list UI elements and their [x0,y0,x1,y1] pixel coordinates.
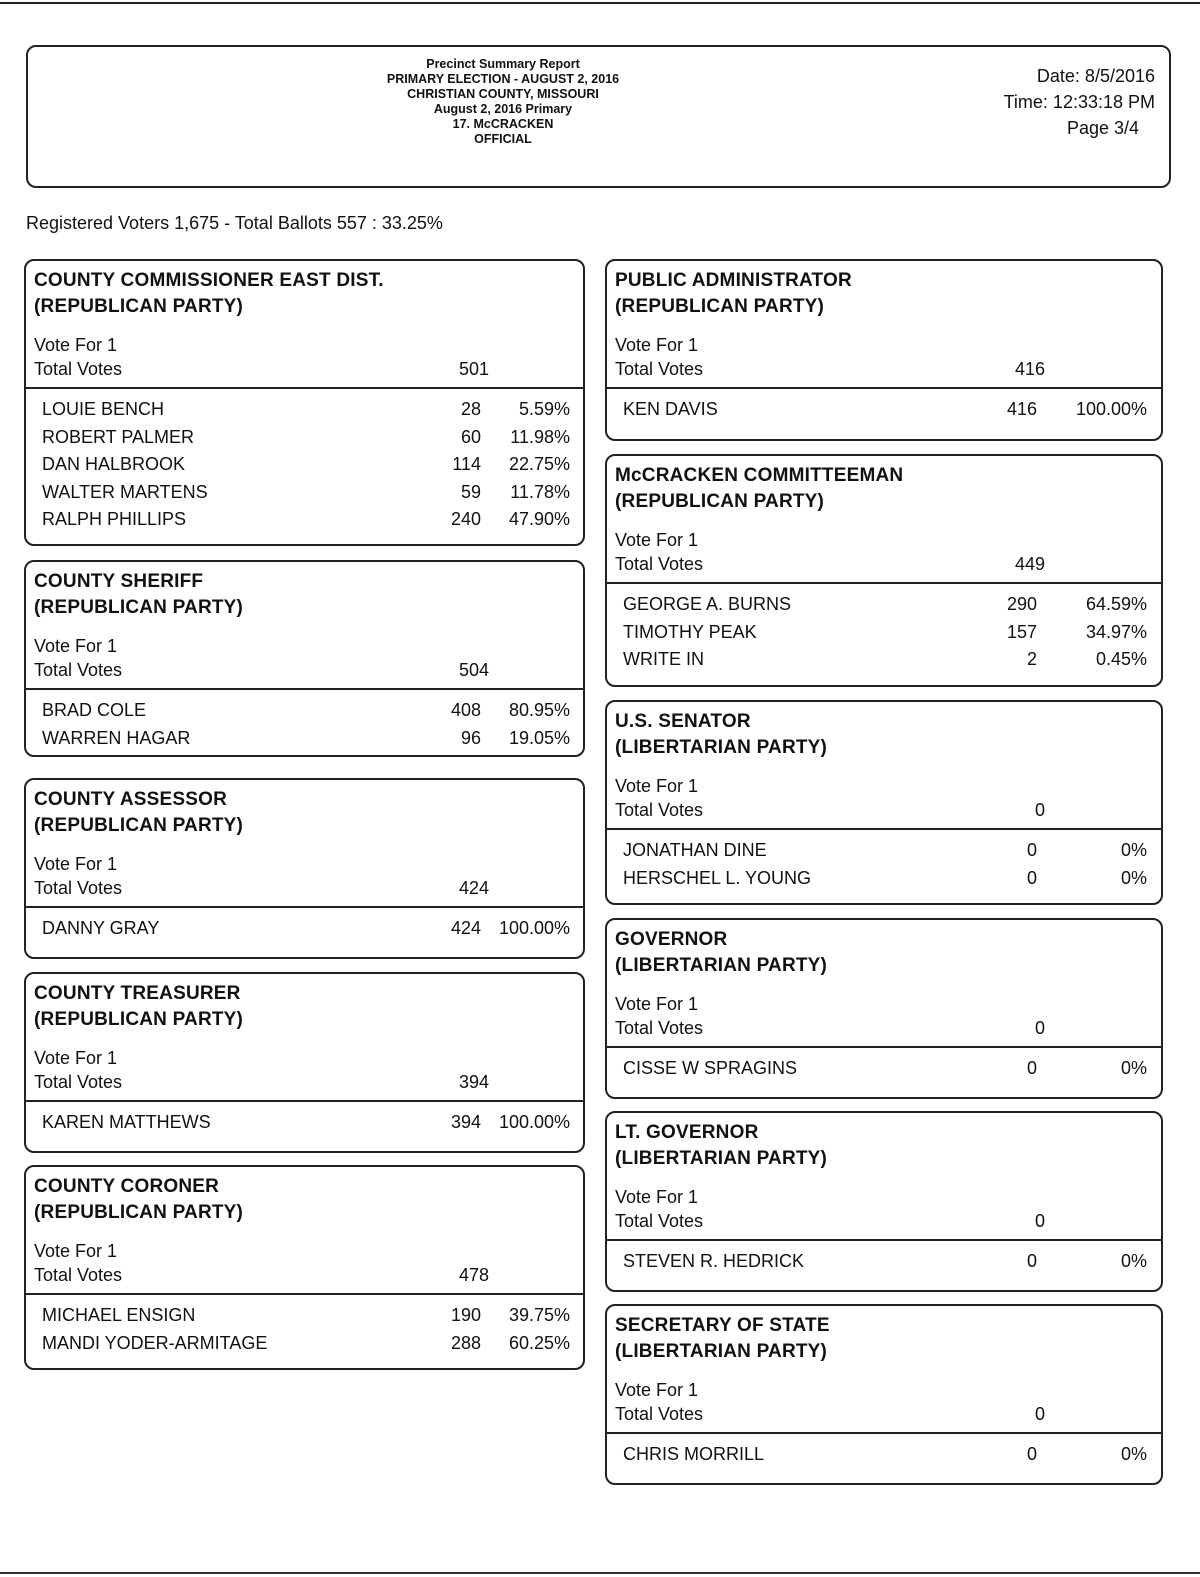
race-box [24,259,585,546]
race-title-block [607,456,1161,528]
vote-for-label: Vote For 1 [615,776,699,796]
candidate-list [607,830,1161,896]
race-title-block [26,261,583,333]
candidate-votes: 0 [1026,1444,1037,1464]
total-votes-row [34,1263,583,1287]
candidate-name: KEN DAVIS [623,399,718,419]
report-title: Precinct Summary Report [426,57,580,71]
candidate-name: MICHAEL ENSIGN [42,1305,196,1325]
candidate-list [607,584,1161,678]
candidate-row [607,1055,1161,1083]
candidate-name: ROBERT PALMER [42,426,195,447]
race-title: COUNTY COMMISSIONER EAST DIST. [34,270,384,291]
vote-for-label: Vote For 1 [615,1187,699,1207]
election-name: PRIMARY ELECTION - AUGUST 2, 2016 [386,72,620,86]
candidate-list [607,1434,1161,1473]
candidate-votes: 114 [452,454,481,474]
total-votes-label: Total Votes [34,359,123,379]
candidate-name: LOUIE BENCH [42,399,165,419]
report-date: Date: 8/5/2016 [1036,66,1155,86]
race-meta [607,774,1161,822]
candidate-name: WRITE IN [623,649,704,669]
candidate-percent: 0% [1120,1058,1147,1078]
candidate-percent: 80.95% [508,700,570,720]
total-votes-value: 424 [458,878,489,898]
candidate-percent: 0% [1120,867,1147,888]
registered-voters-summary: Registered Voters 1,675 - Total Ballots 557 : 33.25% [26,213,443,233]
candidate-row [26,697,583,725]
race-meta [607,992,1161,1040]
race-title-block [26,780,583,852]
race-title: SECRETARY OF STATE [615,1315,830,1336]
candidate-name: BRAD COLE [42,700,147,720]
total-votes-label: Total Votes [34,878,123,898]
candidate-row [607,646,1161,674]
race-meta [26,634,583,682]
candidate-votes: 60 [460,426,481,447]
candidate-votes: 59 [460,481,481,502]
candidate-name: WALTER MARTENS [42,481,208,502]
vote-for-label: Vote For 1 [34,854,118,874]
race-title: COUNTY CORONER [34,1176,220,1197]
report-time: Time: 12:33:18 PM [1003,92,1155,112]
race-meta [26,333,583,381]
candidate-votes: 394 [450,1112,481,1132]
total-votes-label: Total Votes [34,1265,123,1285]
candidate-name: KAREN MATTHEWS [42,1112,211,1132]
jurisdiction: CHRISTIAN COUNTY, MISSOURI [407,87,599,101]
candidate-votes: 416 [1006,399,1037,419]
race-party: (REPUBLICAN PARTY) [34,815,244,836]
total-votes-label: Total Votes [34,660,123,680]
race-party: (LIBERTARIAN PARTY) [615,955,828,976]
total-votes-row [34,357,583,381]
candidate-row [607,1441,1161,1469]
race-meta [607,528,1161,576]
candidate-votes: 0 [1026,840,1037,860]
candidate-name: WARREN HAGAR [42,727,191,748]
candidate-row [26,424,583,452]
candidate-votes: 0 [1026,1058,1037,1078]
race-box [24,560,585,757]
race-party: (LIBERTARIAN PARTY) [615,737,828,758]
candidate-row [607,619,1161,647]
candidate-list [607,389,1161,428]
total-votes-label: Total Votes [615,1018,704,1038]
race-meta [26,1046,583,1094]
report-header [26,45,1171,188]
total-votes-row [615,1209,1161,1233]
candidate-votes: 288 [450,1332,481,1353]
race-box [605,1111,1163,1292]
candidate-row [26,396,583,424]
total-votes-label: Total Votes [615,1211,704,1231]
candidate-row [26,915,583,943]
candidate-percent: 100.00% [1075,399,1147,419]
total-votes-row [615,798,1161,822]
total-votes-row [34,876,583,900]
candidate-name: GEORGE A. BURNS [623,594,792,614]
total-votes-value: 504 [458,660,489,680]
total-votes-label: Total Votes [615,800,704,820]
race-title: U.S. SENATOR [615,711,751,732]
candidate-row [26,451,583,479]
race-party: (REPUBLICAN PARTY) [34,296,244,317]
top-rule [0,2,1200,4]
race-title: COUNTY SHERIFF [34,571,204,592]
total-votes-row [34,1070,583,1094]
race-party: (REPUBLICAN PARTY) [34,597,244,618]
race-meta [607,1378,1161,1426]
total-votes-value: 394 [458,1072,489,1092]
total-votes-value: 416 [1014,359,1045,379]
candidate-votes: 2 [1026,649,1037,669]
candidate-votes: 96 [460,727,481,748]
candidate-name: STEVEN R. HEDRICK [623,1251,805,1271]
vote-for-label: Vote For 1 [34,1048,118,1068]
vote-for-label: Vote For 1 [615,994,699,1014]
race-box [605,259,1163,441]
race-party: (LIBERTARIAN PARTY) [615,1341,828,1362]
candidate-percent: 100.00% [498,1112,570,1132]
race-box [24,778,585,959]
race-title-block [607,1113,1161,1185]
race-party: (REPUBLICAN PARTY) [615,491,825,512]
candidate-name: DANNY GRAY [42,918,160,938]
candidate-row [607,865,1161,893]
precinct-name: 17. McCRACKEN [452,117,554,131]
report-title-block [328,57,678,147]
race-title-block [607,702,1161,774]
candidate-name: RALPH PHILLIPS [42,509,187,529]
race-title-block [26,562,583,634]
total-votes-row [615,357,1161,381]
vote-for-label: Vote For 1 [615,335,699,355]
candidate-row [26,479,583,507]
vote-for-label: Vote For 1 [615,530,699,550]
total-votes-value: 0 [1034,1211,1045,1231]
candidate-list [607,1048,1161,1087]
candidate-list [26,908,583,947]
candidate-votes: 240 [450,509,481,529]
candidate-percent: 5.59% [518,399,570,419]
candidate-row [26,506,583,534]
total-votes-value: 0 [1034,1404,1045,1424]
candidate-percent: 0.45% [1095,649,1147,669]
candidate-percent: 11.98% [510,426,570,447]
candidate-name: HERSCHEL L. YOUNG [623,867,812,888]
race-title-block [26,1167,583,1239]
candidate-percent: 60.25% [508,1332,570,1353]
candidate-row [607,591,1161,619]
race-party: (LIBERTARIAN PARTY) [615,1148,828,1169]
race-title: COUNTY TREASURER [34,983,241,1004]
race-box [605,918,1163,1099]
report-meta [1004,63,1155,141]
official-label: OFFICIAL [474,132,532,146]
race-box [605,454,1163,687]
election-date: August 2, 2016 Primary [433,102,573,116]
candidate-percent: 64.59% [1085,594,1147,614]
candidate-votes: 290 [1006,594,1037,614]
candidate-votes: 28 [460,399,481,419]
candidate-list [26,389,583,538]
race-title: McCRACKEN COMMITTEEMAN [615,465,904,486]
candidate-percent: 22.75% [508,454,570,474]
race-title-block [607,920,1161,992]
race-title-block [26,974,583,1046]
race-title-block [607,1306,1161,1378]
candidate-row [26,1330,583,1358]
total-votes-label: Total Votes [615,1404,704,1424]
candidate-percent: 34.97% [1085,621,1147,642]
total-votes-label: Total Votes [615,554,704,574]
candidate-name: DAN HALBROOK [42,454,186,474]
race-party: (REPUBLICAN PARTY) [34,1202,244,1223]
candidate-name: JONATHAN DINE [623,840,767,860]
race-meta [607,333,1161,381]
candidate-name: CISSE W SPRAGINS [623,1058,798,1078]
total-votes-label: Total Votes [34,1072,123,1092]
race-box [605,1304,1163,1485]
total-votes-row [615,552,1161,576]
candidate-name: MANDI YODER-ARMITAGE [42,1332,268,1353]
candidate-row [607,396,1161,424]
candidate-percent: 47.90% [508,509,570,529]
vote-for-label: Vote For 1 [615,1380,699,1400]
total-votes-value: 0 [1034,1018,1045,1038]
candidate-row [607,1248,1161,1276]
candidate-percent: 0% [1120,1251,1147,1271]
total-votes-row [615,1402,1161,1426]
candidate-percent: 11.78% [510,481,570,502]
race-title-block [607,261,1161,333]
total-votes-value: 0 [1034,800,1045,820]
candidate-list [607,1241,1161,1280]
candidate-votes: 0 [1026,867,1037,888]
vote-for-label: Vote For 1 [34,636,118,656]
race-title: COUNTY ASSESSOR [34,789,228,810]
vote-for-label: Vote For 1 [34,335,118,355]
candidate-list [26,1102,583,1141]
race-meta [607,1185,1161,1233]
race-title: LT. GOVERNOR [615,1122,759,1143]
candidate-row [26,725,583,753]
total-votes-value: 478 [458,1265,489,1285]
candidate-votes: 424 [450,918,481,938]
page-number: Page 3/4 [1066,118,1139,138]
candidate-percent: 100.00% [498,918,570,938]
candidate-percent: 0% [1120,1444,1147,1464]
race-party: (REPUBLICAN PARTY) [615,296,825,317]
race-box [24,972,585,1153]
race-title: GOVERNOR [615,929,728,950]
candidate-percent: 19.05% [508,727,570,748]
candidate-row [607,837,1161,865]
total-votes-row [34,658,583,682]
race-box [24,1165,585,1370]
race-box [605,700,1163,905]
candidate-votes: 408 [450,700,481,720]
candidate-name: CHRIS MORRILL [623,1444,765,1464]
total-votes-row [615,1016,1161,1040]
candidate-row [26,1302,583,1330]
candidate-list [26,690,583,756]
candidate-percent: 39.75% [508,1305,570,1325]
candidate-list [26,1295,583,1361]
candidate-percent: 0% [1120,840,1147,860]
bottom-rule [0,1572,1200,1574]
total-votes-value: 449 [1014,554,1045,574]
candidate-votes: 190 [450,1305,481,1325]
race-meta [26,852,583,900]
race-title: PUBLIC ADMINISTRATOR [615,270,852,291]
vote-for-label: Vote For 1 [34,1241,118,1261]
total-votes-label: Total Votes [615,359,704,379]
candidate-name: TIMOTHY PEAK [623,621,757,642]
race-meta [26,1239,583,1287]
race-party: (REPUBLICAN PARTY) [34,1009,244,1030]
candidate-votes: 157 [1006,621,1037,642]
candidate-row [26,1109,583,1137]
candidate-votes: 0 [1026,1251,1037,1271]
total-votes-value: 501 [458,359,489,379]
